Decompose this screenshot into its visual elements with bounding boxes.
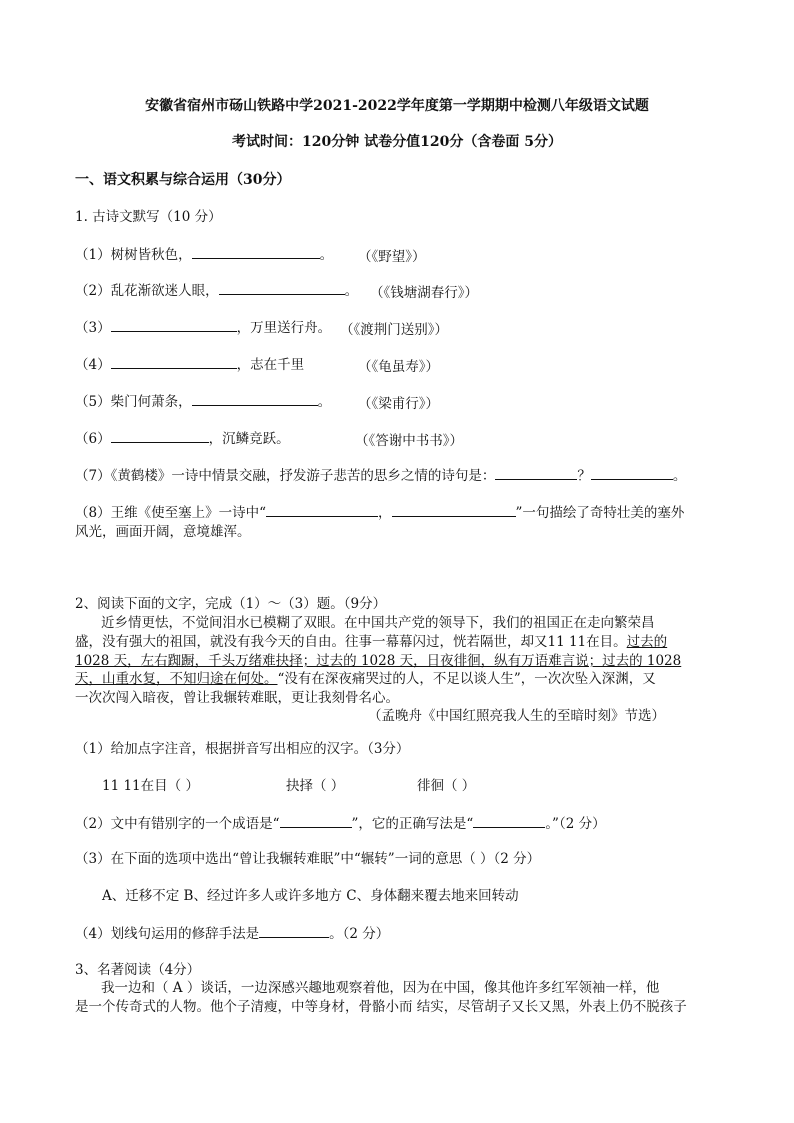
passage-line-4 bbox=[75, 670, 656, 688]
answer-blank[interactable] bbox=[111, 429, 209, 443]
item-text: （8）王维《使至塞上》一诗中“ bbox=[75, 505, 266, 521]
item-text: （6） bbox=[75, 431, 111, 447]
item-end: 。 bbox=[344, 283, 359, 299]
poem-source-1: （《野望》） bbox=[358, 249, 426, 265]
poem-item-2 bbox=[75, 281, 358, 300]
reading-line-1: 我一边和（ A ）谈话，一边深感兴趣地观察着他，因为在中国，像其他许多红军领袖一样，他 bbox=[101, 980, 660, 996]
passage-line-5: 一次次闯入暗夜，曾让我辗转难眠，更让我刻骨名心。 bbox=[75, 690, 399, 706]
item-end: 。 bbox=[317, 394, 332, 410]
poem-item-7 bbox=[75, 466, 686, 485]
poem-source-4: （《龟虽寿》） bbox=[358, 359, 439, 375]
answer-blank[interactable] bbox=[473, 814, 545, 828]
item-mid: ？ bbox=[577, 468, 591, 484]
item-end: ，志在千里 bbox=[236, 357, 305, 373]
answer-blank[interactable] bbox=[266, 503, 378, 517]
sub-question-4 bbox=[75, 924, 389, 943]
poem-source-5: （《梁甫行》） bbox=[358, 396, 439, 412]
poem-item-4 bbox=[75, 355, 304, 374]
passage-text: 盛，没有强大的祖国，就没有我今天的自由。往事一幕幕闪过，恍若隔世，却又 bbox=[75, 634, 548, 650]
item-end: ，沉鳞竞跃。 bbox=[208, 431, 290, 447]
sub-question-text: （2）文中有错别字的一个成语是“ bbox=[75, 816, 280, 832]
passage-garbled-text: 11 11在目。 bbox=[547, 634, 627, 650]
answer-blank[interactable] bbox=[392, 503, 516, 517]
passage-line-1: 近乡情更怯，不觉间泪水已模糊了双眼。在中国共产党的领导下，我们的祖国正在走向繁荣昌 bbox=[101, 615, 655, 631]
answer-blank[interactable] bbox=[259, 924, 329, 938]
poem-item-6 bbox=[75, 429, 290, 448]
answer-blank[interactable] bbox=[219, 281, 345, 295]
question-1-heading: 1. 古诗文默写（10 分） bbox=[75, 209, 222, 225]
sub-question-3: （3）在下面的选项中选出“曾让我辗转难眠”中“辗转”一词的意思（ ）（2 分） bbox=[75, 851, 541, 867]
reading-line-2: 是一个传奇式的人物。他个子清瘦，中等身材，骨骼小而 结实，尽管胡子又长又黑，外表上仍不脱孩子 bbox=[75, 999, 687, 1015]
exam-subtitle: 考试时间：120分钟 试卷分值120分（含卷面 5分） bbox=[232, 134, 562, 150]
item-text: （7）《黄鹤楼》一诗中情景交融，抒发游子悲苦的思乡之情的诗句是： bbox=[75, 468, 496, 484]
answer-blank[interactable] bbox=[591, 466, 673, 480]
phonetic-item-a: 11 11在目（ ） bbox=[102, 778, 199, 794]
answer-blank[interactable] bbox=[192, 245, 320, 259]
poem-item-3 bbox=[75, 318, 331, 337]
answer-blank[interactable] bbox=[192, 392, 318, 406]
phonetic-item-b: 抉择（ ） bbox=[286, 778, 345, 794]
answer-blank[interactable] bbox=[111, 318, 237, 332]
question-2-heading: 2、阅读下面的文字，完成（1）～（3）题。（9分） bbox=[75, 596, 387, 612]
poem-item-8-line2: 风光，画面开阔，意境雄浑。 bbox=[75, 524, 251, 540]
exam-title: 安徽省宿州市砀山铁路中学2021-2022学年度第一学期期中检测八年级语文试题 bbox=[145, 98, 649, 114]
item-end: ，万里送行舟。 bbox=[236, 320, 332, 336]
sub-question-2 bbox=[75, 814, 606, 833]
phonetic-item-c: 徘徊（ ） bbox=[417, 778, 476, 794]
item-end: 。 bbox=[319, 247, 334, 263]
passage-line-2 bbox=[75, 633, 667, 651]
question-3-heading: 3、名著阅读（4分） bbox=[75, 962, 201, 978]
sub-question-1: （1）给加点字注音，根据拼音写出相应的汉字。（3分） bbox=[75, 741, 410, 757]
section-heading-1: 一、语文积累与综合运用（30分） bbox=[75, 172, 291, 188]
sub-question-3-options: A、迁移不定 B、经过许多人或许多地方 C、身体翻来覆去地来回转动 bbox=[102, 888, 519, 904]
item-text: （5）柴门何萧条， bbox=[75, 394, 192, 410]
answer-blank[interactable] bbox=[495, 466, 577, 480]
poem-item-8 bbox=[75, 503, 684, 522]
passage-source: （孟晚舟《中国红照亮我人生的至暗时刻》节选） bbox=[368, 708, 665, 724]
item-end: ”一句描绘了奇特壮美的塞外 bbox=[515, 505, 685, 521]
sub-question-text: （4）划线句运用的修辞手法是 bbox=[75, 926, 260, 942]
poem-source-2: （《钱塘湖春行》） bbox=[370, 285, 478, 301]
sub-question-text: ”，它的正确写法是“ bbox=[351, 816, 474, 832]
item-mid: ， bbox=[378, 505, 392, 521]
underlined-sentence-line-3: 1028 天，左右踟蹰，千头万绪难抉择；过去的 1028 天，日夜徘徊，纵有万语难言说；过去的 1028 bbox=[75, 653, 682, 669]
answer-blank[interactable] bbox=[111, 355, 237, 369]
passage-text: “没有在深夜痛哭过的人，不足以谈人生”，一次次坠入深渊，又 bbox=[277, 671, 656, 687]
item-text: （4） bbox=[75, 357, 111, 373]
item-text: （1）树树皆秋色， bbox=[75, 247, 192, 263]
poem-item-5 bbox=[75, 392, 331, 411]
sub-question-text: 。”（2 分） bbox=[545, 816, 606, 832]
poem-item-1 bbox=[75, 245, 333, 264]
answer-blank[interactable] bbox=[280, 814, 352, 828]
item-text: （2）乱花渐欲迷人眼， bbox=[75, 283, 219, 299]
poem-source-3: （《渡荆门送别》） bbox=[340, 322, 448, 338]
poem-source-6: （《答谢中书书》） bbox=[355, 433, 463, 449]
item-text: （3） bbox=[75, 320, 111, 336]
underlined-sentence: 天，山重水复，不知归途在何处。 bbox=[75, 671, 278, 687]
underlined-sentence: 过去的 bbox=[626, 634, 668, 650]
sub-question-text: 。（2 分） bbox=[329, 926, 390, 942]
item-end: 。 bbox=[672, 468, 687, 484]
